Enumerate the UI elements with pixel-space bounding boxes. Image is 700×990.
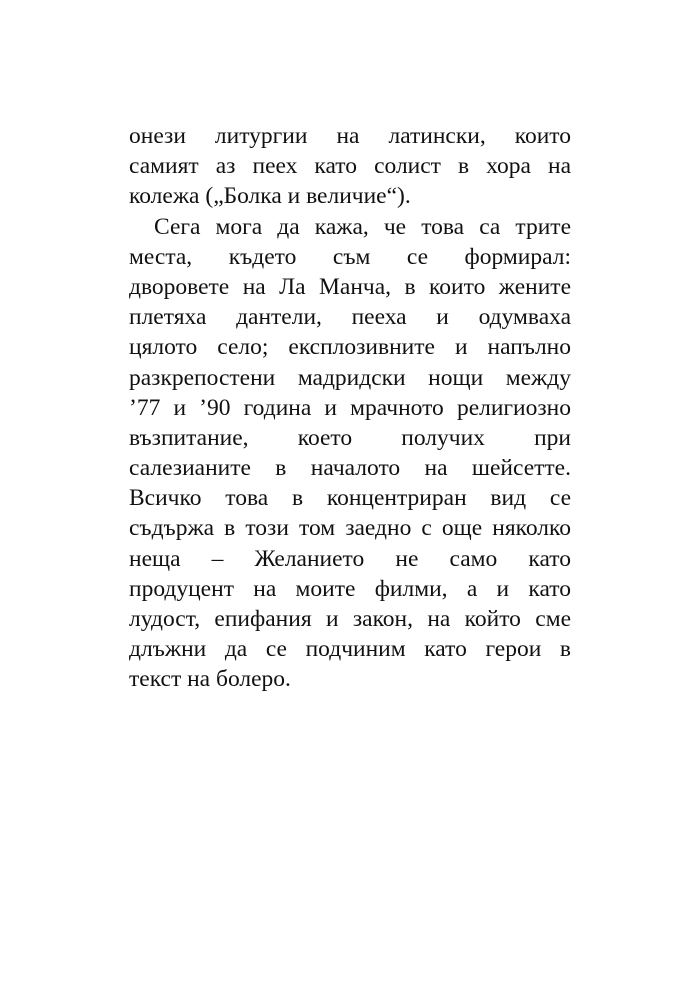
text-line: ’77 и ’90 година и мрачното религиозно xyxy=(129,394,571,421)
text-line: дворовете на Ла Манча, в които жените xyxy=(129,273,571,300)
text-line: длъжни да се подчиним като герои в xyxy=(129,636,571,663)
text-line: продуцент на моите филми, а и като xyxy=(129,575,571,602)
text-line: онези литургии на латински, които xyxy=(129,123,571,149)
text-line: салезианите в началото на шейсетте. xyxy=(129,455,571,482)
text-line: места, където съм се формирал: xyxy=(129,243,571,270)
text-line: лудост, епифания и закон, на който сме xyxy=(129,606,571,632)
text-line: съдържа в този том заедно с още няколко xyxy=(129,515,571,542)
text-line: неща – Желанието не само като xyxy=(129,545,571,572)
text-line: цялото село; експлозивните и напълно xyxy=(129,334,571,361)
text-line: колежа („Болка и величие“). xyxy=(129,183,411,210)
text-line: Сега мога да кажа, че това са трите xyxy=(154,213,571,240)
text-line: текст на болеро. xyxy=(129,666,291,693)
text-line: самият аз пеех като солист в хора на xyxy=(129,153,571,180)
text-line: разкрепостени мадридски нощи между xyxy=(129,364,571,391)
text-line: възпитание, което получих при xyxy=(129,424,571,451)
text-line: Всичко това в концентриран вид се xyxy=(129,485,571,512)
text-line: плетяха дантели, пееха и одумваха xyxy=(129,304,571,331)
body-text xyxy=(129,121,571,695)
